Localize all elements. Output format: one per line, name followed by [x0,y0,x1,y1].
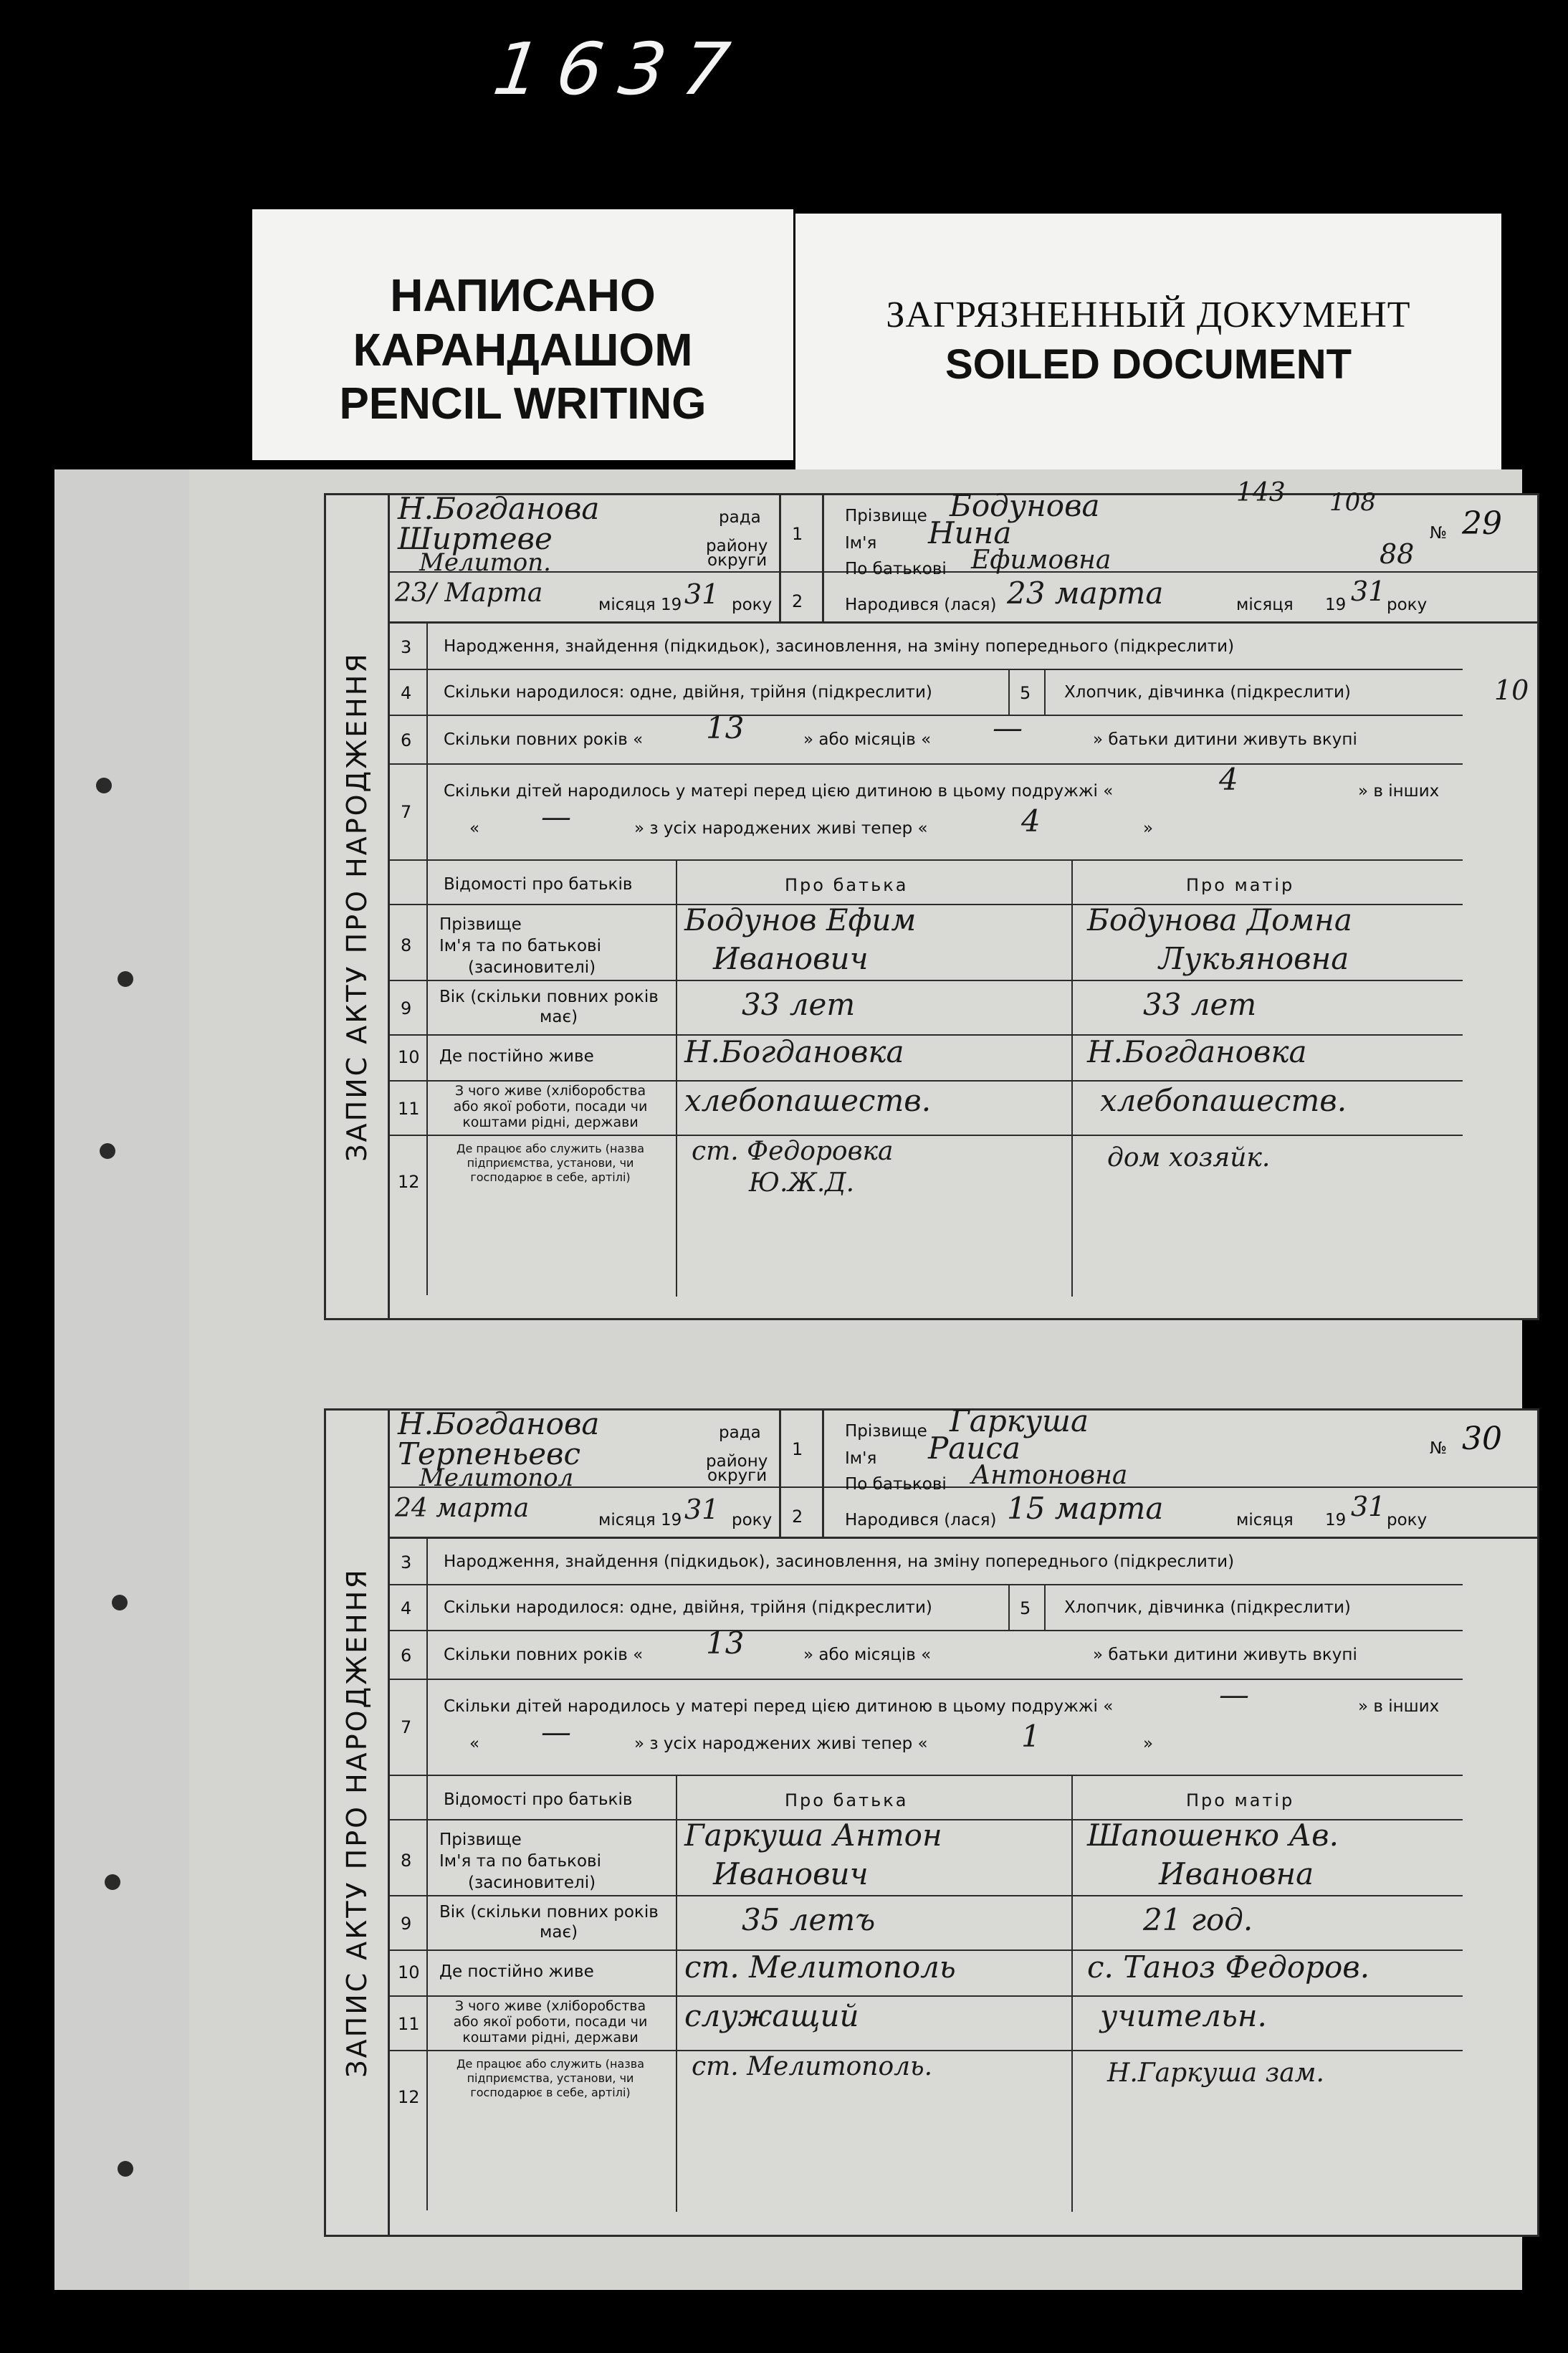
patronymic-label: По батькові [845,1475,947,1494]
row-number: 2 [792,1507,803,1527]
row-number: 12 [398,1172,420,1192]
row6-text-c: » батьки дитини живуть вкупі [1093,1646,1357,1664]
punch-hole [118,2161,133,2177]
row-number: 6 [401,1646,412,1666]
surname-label: Прізвище [845,507,927,525]
row7-text-a: Скільки дітей народилось у матері перед цією дитиною в цьому подружжі « [444,1697,1114,1716]
row-number: 7 [401,802,412,822]
punch-hole [100,1143,115,1159]
father-header: Про батька [785,1790,909,1810]
birth-month-label: місяця [1236,596,1294,614]
mother-workplace: Н.Гаркуша зам. [1107,2058,1324,2088]
row11-label: З чого живе (хліборобства або якої роботи, посади чи коштами рідні, держави [453,1083,648,1130]
birth-year-prefix: 19 [1325,1511,1347,1529]
mother-age: 33 лет [1143,987,1257,1022]
mother-residence: с. Таноз Федоров. [1087,1949,1370,1985]
month-year-label: місяця 19 [598,1511,682,1529]
rada-label: рада [719,508,761,527]
entry-number-label: № [1430,1439,1447,1458]
row-number: 2 [792,591,803,611]
row7-text-a: Скільки дітей народилось у матері перед цією дитиною в цьому подружжі « [444,782,1114,801]
mother-age: 21 год. [1143,1902,1253,1937]
month-year-label: місяця 19 [598,596,682,614]
born-label: Народився (лася) [845,596,997,614]
row12-label: Де працює або служить (назва підприємства, установи, чи господарює в себе, артілі) [456,2057,644,2099]
children-alive: 4 [1021,803,1041,839]
soiled-document-label [795,214,1501,473]
raion-label: району [706,537,768,555]
row-number: 11 [398,1099,420,1119]
row9-label: Вік (скільки повних років має) [439,988,659,1026]
okrug-label: округи [707,1466,768,1485]
row-number: 7 [401,1717,412,1737]
row6-text-a: Скільки повних років « [444,1646,644,1664]
soiled-label-line-1: ЗАГРЯЗНЕННЫЙ ДОКУМЕНТ [886,295,1411,335]
village-name: Н.Богданова [398,1406,600,1441]
entry-number: 30 [1462,1421,1502,1457]
children-other: — [541,799,571,834]
row-number: 5 [1020,1598,1031,1618]
birth-year: 31 [1351,576,1386,607]
father-age: 35 летъ [742,1902,876,1937]
mother-full-name: Бодунова Домна Лукьяновна [1087,902,1352,976]
okrug-label: округи [707,551,768,570]
father-age: 33 лет [742,987,856,1022]
roku-label: року [732,596,773,614]
children-other: — [541,1714,571,1750]
child-surname: Гаркуша [950,1403,1089,1438]
row-number: 10 [398,1047,420,1067]
mother-full-name: Шапошенко Ав. Ивановна [1087,1818,1339,1891]
child-name: Нина [928,515,1012,550]
row3-text: Народження, знайдення (підкидьок), засиновлення, на зміну попереднього (підкреслити) [444,1552,1235,1571]
birth-date: 23 марта [1007,576,1164,611]
birth-record [324,1403,1539,2237]
birth-month-label: місяця [1236,1511,1294,1529]
row3-text: Народження, знайдення (підкидьок), засиновлення, на зміну попереднього (підкреслити) [444,637,1235,656]
children-alive: 1 [1021,1719,1041,1754]
raion-name: Терпеньевс [398,1436,581,1471]
pencil-writing-label [252,209,793,460]
birth-year: 31 [1351,1491,1386,1522]
row7-text-e: » [1143,819,1154,838]
row10-label: Де постійно живе [439,1962,594,1981]
mother-header: Про матір [1186,1790,1295,1810]
children-before: — [1219,1677,1249,1712]
father-residence: ст. Мелитополь [684,1949,956,1985]
years-together: 13 [706,1626,745,1661]
father-workplace: ст. Мелитополь. [692,2052,933,2081]
row5-text: Хлопчик, дівчинка (підкреслити) [1064,683,1351,702]
registration-date: 23/ Марта [395,578,543,608]
row9-label: Вік (скільки повних років має) [439,1903,659,1942]
years-together: 13 [706,710,745,745]
mother-livelihood: учительн. [1100,1998,1267,2033]
row-number: 3 [401,1552,412,1572]
birth-year-prefix: 19 [1325,596,1347,614]
birth-date: 15 марта [1007,1491,1164,1526]
row11-label: З чого живе (хліборобства або якої роботи, посади чи коштами рідні, держави [453,1998,648,2046]
row10-label: Де постійно живе [439,1047,594,1066]
row6-text-b: » або місяців « [803,1646,932,1664]
margin-note: 143 [1236,478,1286,507]
row-number: 1 [792,1439,803,1459]
rada-label: рада [719,1423,761,1442]
father-livelihood: служащий [684,1998,859,2033]
margin-note: 108 [1329,488,1376,517]
name-label: Ім'я [845,534,877,553]
row-number: 8 [401,1851,412,1871]
row5-text: Хлопчик, дівчинка (підкреслити) [1064,1598,1351,1617]
mother-residence: Н.Богдановка [1087,1034,1307,1069]
birth-roku-label: року [1387,1511,1428,1529]
row4-text: Скільки народилося: одне, двійня, трійня (підкреслити) [444,1598,932,1617]
row7-text-c: « [469,819,480,838]
soiled-label-line-2: SOILED DOCUMENT [945,341,1352,388]
patronymic-label: По батькові [845,560,947,578]
pencil-label-line-3: PENCIL WRITING [339,379,707,429]
row-number: 10 [398,1962,420,1982]
father-livelihood: хлебопашеств. [684,1083,932,1118]
row12-label: Де працює або служить (назва підприємства, установи, чи господарює в себе, артілі) [456,1142,644,1184]
mother-workplace: дом хозяйк. [1107,1143,1271,1173]
row6-text-c: » батьки дитини живуть вкупі [1093,730,1357,749]
row6-text-b: » або місяців « [803,730,932,749]
row-number: 11 [398,2014,420,2034]
margin-note: 88 [1380,538,1415,570]
children-before: 4 [1219,762,1238,797]
child-patronymic: Антоновна [971,1461,1128,1490]
margin-note: 10 [1494,674,1529,706]
mother-livelihood: хлебопашеств. [1100,1083,1347,1118]
parents-info-header: Відомості про батьків [444,1790,633,1809]
registration-year: 31 [684,1494,720,1525]
row-number: 12 [398,2087,420,2107]
okrug-name: Мелитоп. [419,548,551,577]
okrug-name: Мелитопол [419,1464,574,1492]
pencil-label-line-1: НАПИСАНО [390,269,656,321]
punch-hole [118,971,133,987]
village-name: Н.Богданова [398,491,600,526]
months-together: — [993,710,1023,745]
registration-date: 24 марта [395,1494,530,1523]
left-page-edge [54,469,191,2290]
father-full-name: Гаркуша Антон Иванович [684,1818,942,1891]
row7-text-b: » в інших [1358,1697,1440,1716]
raion-label: району [706,1452,768,1471]
row7-text-d: » з усіх народжених живі тепер « [634,1734,928,1753]
row7-text-b: » в інших [1358,782,1440,801]
child-name: Раиса [928,1431,1020,1466]
entry-number-label: № [1430,524,1447,543]
surname-label: Прізвище [845,1422,927,1441]
row-number: 5 [1020,683,1031,703]
row7-text-c: « [469,1734,480,1753]
record-side-title: ЗАПИС АКТУ ПРО НАРОДЖЕННЯ [326,1411,390,2235]
row8-label: Прізвище Ім'я та по батькові (засиновителі) [439,915,601,977]
row-number: 4 [401,683,412,703]
roku-label: року [732,1511,773,1529]
punch-hole [112,1595,128,1610]
row8-label: Прізвище Ім'я та по батькові (засиновителі) [439,1831,601,1892]
row-number: 3 [401,637,412,657]
born-label: Народився (лася) [845,1511,997,1529]
father-full-name: Бодунов Ефим Иванович [684,902,917,976]
birth-record [324,478,1539,1320]
father-header: Про батька [785,875,909,895]
name-label: Ім'я [845,1449,877,1468]
child-surname: Бодунова [950,488,1100,523]
row-number: 6 [401,730,412,750]
punch-hole [105,1874,120,1890]
punch-hole [96,778,112,793]
row-number: 1 [792,524,803,544]
pencil-label-line-2: КАРАНДАШОМ [353,324,693,376]
father-residence: Н.Богдановка [684,1034,904,1069]
registration-year: 31 [684,578,720,610]
row-number: 4 [401,1598,412,1618]
birth-roku-label: року [1387,596,1428,614]
child-patronymic: Ефимовна [971,545,1112,575]
record-side-title: ЗАПИС АКТУ ПРО НАРОДЖЕННЯ [326,495,390,1318]
row7-text-d: » з усіх народжених живі тепер « [634,819,928,838]
mother-header: Про матір [1186,875,1295,895]
raion-name: Ширтеве [398,521,553,556]
row6-text-a: Скільки повних років « [444,730,644,749]
frame-number: 1637 [488,27,752,111]
entry-number: 29 [1462,505,1502,542]
row4-text: Скільки народилося: одне, двійня, трійня (підкреслити) [444,683,932,702]
row7-text-e: » [1143,1734,1154,1753]
father-workplace: ст. Федоровка Ю.Ж.Д. [692,1137,894,1198]
row-number: 9 [401,1914,412,1934]
row-number: 9 [401,998,412,1018]
row-number: 8 [401,935,412,955]
parents-info-header: Відомості про батьків [444,875,633,894]
